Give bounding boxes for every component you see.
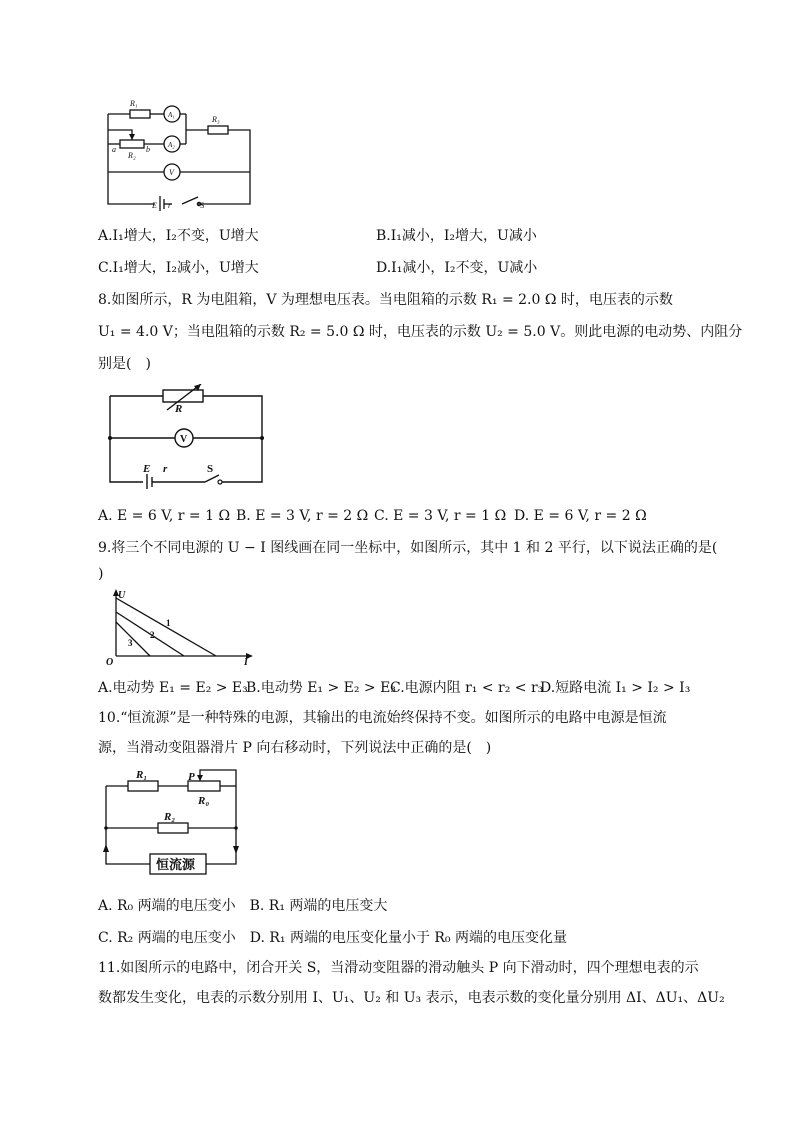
q10-stem-line-1: 10.“恒流源”是一种特殊的电源，其输出的电流始终保持不变。如图所示的电路中电源是恒流 [98, 710, 667, 726]
q8-stem-line-1: 8.如图所示，R 为电阻箱，V 为理想电压表。当电阻箱的示数 R₁ = 2.0 Ω 时，电压表的示数 [98, 292, 673, 308]
q10-stem-line-2: 源，当滑动变阻器滑片 P 向右移动时，下列说法中正确的是( ) [98, 740, 492, 756]
q7-label-a1: A₁ [168, 111, 175, 119]
q7-label-b: b [146, 145, 150, 154]
q11-stem-line-1: 11.如图所示的电路中，闭合开关 S，当滑动变阻器的滑动触头 P 向下滑动时，四个理想电表的示 [98, 960, 699, 976]
q7-label-e: E [152, 201, 157, 210]
q9-label-i: I [244, 657, 248, 666]
q11-stem-line-2: 数都发生变化，电表的示数分别用 I、U₁、U₂ 和 U₃ 表示，电表示数的变化量分别用 ΔI、ΔU₁、ΔU₂ [98, 990, 725, 1006]
q10-options-line-1: A. R₀ 两端的电压变小 B. R₁ 两端的电压变大 [98, 898, 388, 914]
q7-option-d: D.I₁减小，I₂不变，U减小 [376, 260, 538, 276]
q7-label-r1: R₁ [130, 99, 138, 108]
q7-label-r3: R₃ [212, 115, 220, 124]
q9-label-line-1: 1 [166, 618, 171, 628]
q8-stem-line-3: 别是( ) [98, 356, 151, 372]
q9-label-line-2: 2 [150, 630, 155, 640]
q9-stem-line-1: 9.将三个不同电源的 U − I 图线画在同一坐标中，如图所示，其中 1 和 2 平行，以下说法正确的是( [98, 540, 718, 556]
q8-label-s: S [207, 463, 214, 475]
q8-option-b: B. E = 3 V, r = 2 Ω [236, 508, 369, 524]
q7-label-r: r [168, 201, 172, 210]
q7-option-b: B.I₁减小，I₂增大，U减小 [376, 228, 537, 244]
q7-option-a: A.I₁增大，I₂不变，U增大 [98, 228, 259, 244]
q10-circuit-figure [100, 766, 250, 878]
q7-label-r2: R₂ [128, 151, 136, 160]
q8-option-a: A. E = 6 V, r = 1 Ω [98, 508, 231, 524]
q9-label-o: O [106, 657, 114, 666]
q8-label-v: V [180, 434, 188, 445]
q8-option-d: D. E = 6 V, r = 2 Ω [514, 508, 647, 524]
q8-option-c: C. E = 3 V, r = 1 Ω [374, 508, 507, 524]
q10-label-r1: R₁ [136, 769, 148, 781]
q7-label-a2: A₂ [168, 141, 175, 149]
q8-circuit-figure [105, 384, 270, 489]
q10-label-p: P [188, 771, 195, 783]
q10-label-r2: R₂ [164, 811, 176, 823]
q8-stem-line-2: U₁ = 4.0 V；当电阻箱的示数 R₂ = 5.0 Ω 时，电压表的示数 U₂ = 5.0 V。则此电源的电动势、内阻分 [98, 324, 743, 340]
q9-ui-graph-figure [104, 588, 254, 666]
q8-label-e: E [143, 463, 151, 475]
q10-label-r0: R₀ [198, 795, 210, 807]
q9-option-d: D.短路电流 I₁ > I₂ > I₃ [540, 680, 691, 696]
q7-label-v: V [169, 168, 174, 177]
q7-label-s: S [200, 201, 205, 210]
q8-label-rint: r [163, 463, 168, 475]
q9-label-line-3: 3 [128, 638, 133, 648]
q7-option-c: C.I₁增大，I₂减小，U增大 [98, 260, 259, 276]
q9-option-b: B.电动势 E₁ > E₂ > E₃ [246, 680, 396, 696]
q8-label-r: R [175, 403, 183, 415]
q7-circuit-figure [100, 96, 260, 211]
q9-option-c: C.电源内阻 r₁ < r₂ < r₃ [390, 680, 544, 696]
q10-options-line-2: C. R₂ 两端的电压变小 D. R₁ 两端的电压变化量小于 R₀ 两端的电压变化量 [98, 930, 567, 946]
q7-label-a: a [112, 145, 116, 154]
q9-option-a: A.电动势 E₁ = E₂ > E₃ [98, 680, 248, 696]
q10-label-source: 恒流源 [156, 857, 196, 872]
q9-stem-line-2: ) [98, 566, 104, 582]
q9-label-u: U [118, 590, 126, 601]
